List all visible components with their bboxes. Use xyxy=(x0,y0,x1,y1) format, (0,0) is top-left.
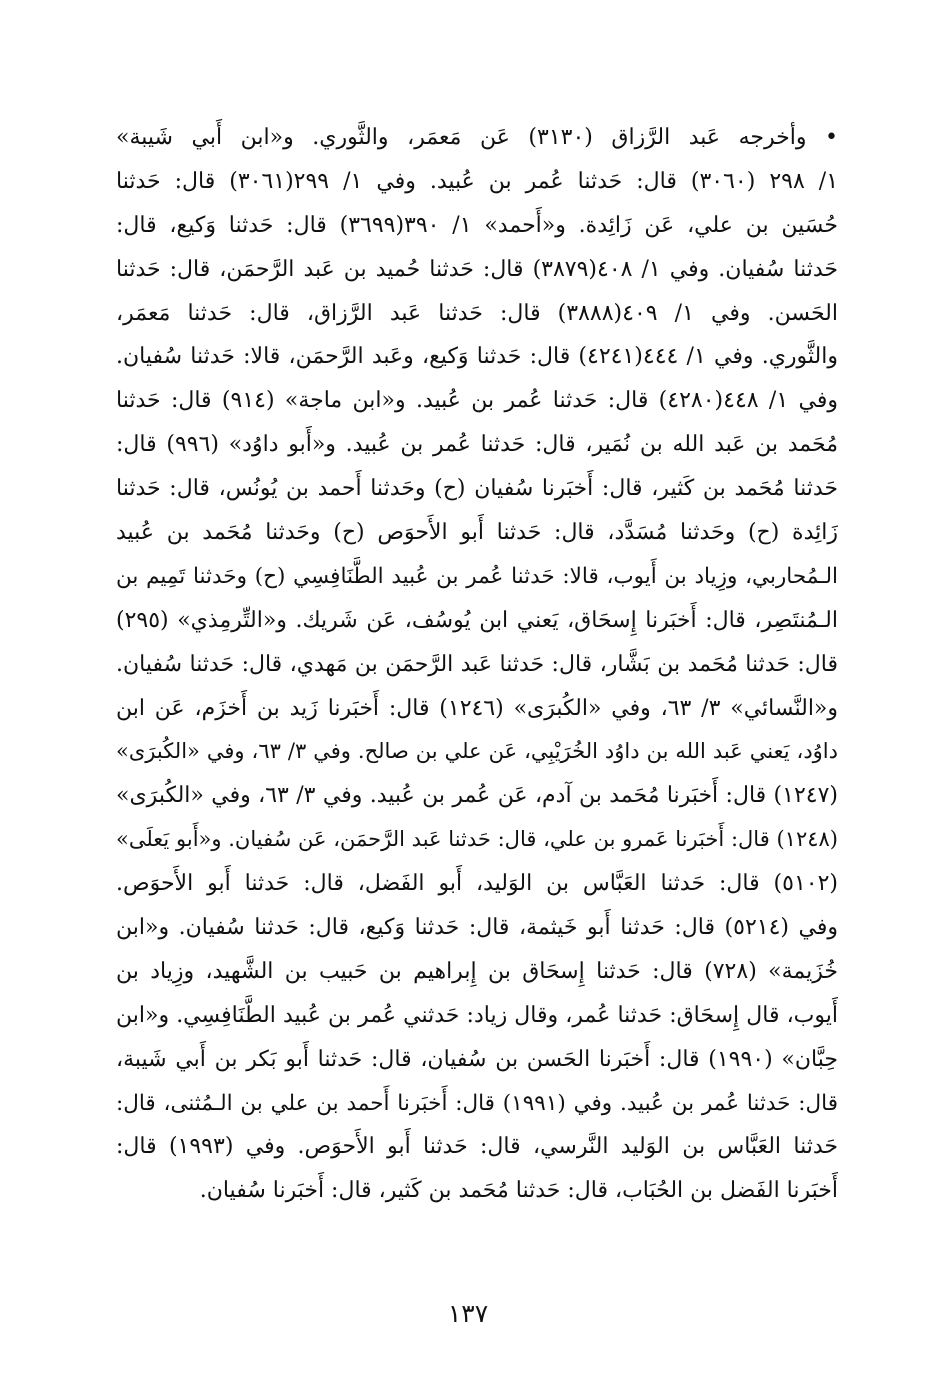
text-line: و«النَّسائي» ٣/ ٦٣، وفي «الكُبرَى» (١٢٤٦) قال: أَخبَرنا زَيد بن أَخزَم، عَن ابن xyxy=(116,695,838,721)
text-line: مُحَمد بن عَبد الله بن نُمَير، قال: حَدثنا عُمر بن عُبيد. و«أَبو داوُد» (٩٩٦) قال: xyxy=(116,432,838,458)
text-line: قال: حَدثنا عُمر بن عُبيد. وفي (١٩٩١) قال: أَخبَرنا أَحمد بن علي بن الـمُثنى، قال: xyxy=(116,1090,838,1116)
text-line: الـمُحاربي، وزِياد بن أَيوب، قالا: حَدثنا عُمر بن عُبيد الطَّنَافِسِي (ح) وحَدثنا تَمِيم بن xyxy=(116,563,838,589)
text-line: خُزَيمة» (٧٢٨) قال: حَدثنا إِسحَاق بن إِبراهيم بن حَبيب بن الشَّهيد، وزِياد بن xyxy=(116,958,838,984)
text-line: قال: حَدثنا مُحَمد بن بَشَّار، قال: حَدثنا عَبد الرَّحمَن بن مَهدي، قال: حَدثنا سُفيان. xyxy=(116,651,838,677)
text-line: • وأخرجه عَبد الرَّزاق (٣١٣٠) عَن مَعمَر، والثَّوري. و«ابن أَبي شَيبة» xyxy=(116,125,838,150)
text-line: داوُد، يَعني عَبد الله بن داوُد الخُرَيْبِي، عَن علي بن صالح. وفي ٣/ ٦٣، وفي «الكُبرَى» xyxy=(116,739,838,764)
text-line: حَدثنا مُحَمد بن كَثير، قال: أَخبَرنا سُفيان (ح) وحَدثنا أَحمد بن يُونُس، قال: حَدثنا xyxy=(116,476,838,502)
text-line: وفي (٥٢١٤) قال: حَدثنا أَبو خَيثمة، قال: حَدثنا وَكيع، قال: حَدثنا سُفيان. و«ابن xyxy=(116,915,838,941)
text-line: (١٢٤٧) قال: أَخبَرنا مُحَمد بن آدم، عَن عُمر بن عُبيد. وفي ٣/ ٦٣، وفي «الكُبرَى» xyxy=(116,783,838,809)
text-line: حِبَّان» (١٩٩٠) قال: أَخبَرنا الحَسن بن سُفيان، قال: حَدثنا أَبو بَكر بن أَبي شَيبة، xyxy=(116,1046,838,1072)
text-line: الحَسن. وفي ١/ ٤٠٩(٣٨٨٨) قال: حَدثنا عَبد الرَّزاق، قال: حَدثنا مَعمَر، xyxy=(116,300,838,326)
text-line: زَائِدة (ح) وحَدثنا مُسَدَّد، قال: حَدثنا أَبو الأَحوَص (ح) وحَدثنا مُحَمد بن عُبيد xyxy=(116,520,838,546)
text-line: أَخبَرنا الفَضل بن الحُبَاب، قال: حَدثنا مُحَمد بن كَثير، قال: أَخبَرنا سُفيان. xyxy=(199,1178,838,1204)
text-line: وفي ١/ ٤٤٨(٤٢٨٠) قال: حَدثنا عُمر بن عُبيد. و«ابن ماجة» (٩١٤) قال: حَدثنا xyxy=(116,388,838,414)
page-number: ١٣٧ xyxy=(447,1299,489,1328)
text-line: حُسَين بن علي، عَن زَائِدة. و«أَحمد» ١/ ٣٩٠(٣٦٩٩) قال: حَدثنا وَكيع، قال: xyxy=(116,212,838,238)
body-text xyxy=(116,116,838,1213)
text-line: ١/ ٢٩٨ (٣٠٦٠) قال: حَدثنا عُمر بن عُبيد. وفي ١/ ٢٩٩(٣٠٦١) قال: حَدثنا xyxy=(116,168,838,194)
text-line: أَيوب، قال إِسحَاق: حَدثنا عُمر، وقال زياد: حَدثني عُمر بن عُبيد الطَّنَافِسِي. و«ابن xyxy=(116,1002,838,1028)
text-line: (٥١٠٢) قال: حَدثنا العَبَّاس بن الوَليد، أَبو الفَضل، قال: حَدثنا أَبو الأَحوَص. xyxy=(116,871,838,897)
text-line: حَدثنا سُفيان. وفي ١/ ٤٠٨(٣٨٧٩) قال: حَدثنا حُميد بن عَبد الرَّحمَن، قال: حَدثنا xyxy=(116,256,838,282)
text-line: حَدثنا العَبَّاس بن الوَليد النَّرسي، قال: حَدثنا أَبو الأَحوَص. وفي (١٩٩٣) قال: xyxy=(116,1134,838,1160)
text-line: (١٢٤٨) قال: أَخبَرنا عَمرو بن علي، قال: حَدثنا عَبد الرَّحمَن، عَن سُفيان. و«أَبو يَعلَى» xyxy=(116,827,838,852)
text-line: الـمُنتَصِر، قال: أَخبَرنا إِسحَاق، يَعني ابن يُوسُف، عَن شَريك. و«التِّرمِذي» (٢٩٥) xyxy=(116,607,838,633)
text-line: والثَّوري. وفي ١/ ٤٤٤(٤٢٤١) قال: حَدثنا وَكيع، وعَبد الرَّحمَن، قالا: حَدثنا سُفيان. xyxy=(116,344,838,370)
